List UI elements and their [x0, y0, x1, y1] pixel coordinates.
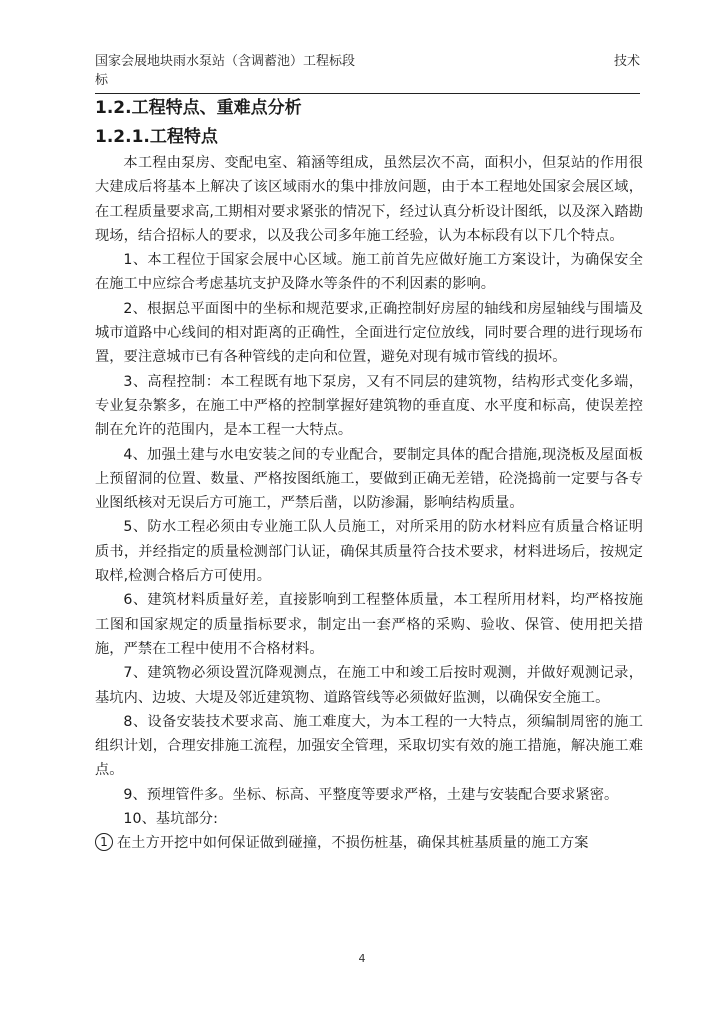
- sub-list-item-text: 在土方开挖中如何保证做到碰撞，不损伤桩基，确保其桩基质量的施工方案: [117, 835, 589, 852]
- feature-item-9: 9、预埋管件多。坐标、标高、平整度等要求严格，土建与安装配合要求紧密。: [123, 786, 619, 803]
- feature-item-7: 7、建筑物必须设置沉降观测点，在施工中和竣工后按时观测，并做好观测记录，基坑内、边坡、大堤及邻近建筑物、道路管线等必须做好监测，以确保安全施工。: [95, 665, 643, 706]
- section-heading: 1.2.工程特点、重难点分析: [95, 98, 302, 118]
- subsection-heading: 1.2.1.工程特点: [95, 127, 218, 147]
- header-doc-type: 技术: [613, 54, 640, 69]
- feature-item-10: 10、基坑部分:: [123, 811, 218, 828]
- feature-item-4: 4、加强土建与水电安装之间的专业配合，要制定具体的配合措施,现浇板及屋面板上预留洞的位置、数量、严格按图纸施工，要做到正确无差错，砼浇捣前一定要与各专业图纸核对无误后方可施工，严禁后凿，以防渗漏，影响结构质量。: [95, 446, 643, 512]
- page-number: 4: [358, 952, 366, 965]
- feature-item-8: 8、设备安装技术要求高、施工难度大，为本工程的一大特点，须编制周密的施工组织计划，合理安排施工流程，加强安全管理，采取切实有效的施工措施，解决施工难点。: [95, 713, 643, 779]
- header-title-line: [95, 52, 640, 71]
- feature-item-5: 5、防水工程必须由专业施工队人员施工，对所采用的防水材料应有质量合格证明质书，并经指定的质量检测部门认证，确保其质量符合技术要求，材料进场后，按规定取样,检测合格后方可使用。: [95, 519, 643, 585]
- page-header: [95, 52, 640, 90]
- feature-item-6: 6、建筑材料质量好差，直接影响到工程整体质量，本工程所用材料，均严格按施工图和国家规定的质量指标要求，制定出一套严格的采购、验收、保管、使用把关措施，严禁在工程中使用不合格材料。: [95, 592, 643, 657]
- circled-number-marker: 1: [95, 833, 113, 851]
- header-title: 国家会展地块雨水泵站（含调蓄池）工程标段: [95, 54, 356, 69]
- intro-paragraph: 本工程由泵房、变配电室、箱涵等组成，虽然层次不高，面积小，但泵站的作用很大建成后将基本上解决了该区域雨水的集中排放问题，由于本工程地处国家会展区域，在工程质量要求高,工期相对要求紧张的情况下，经过认真分析设计图纸，以及深入踏勘现场，结合招标人的要求，以及我公司多年施工经验，认为本标段有以下几个特点。: [95, 155, 643, 244]
- header-divider: [95, 93, 640, 94]
- document-body: [95, 151, 643, 856]
- feature-item-3: 3、高程控制：本工程既有地下泵房，又有不同层的建筑物，结构形式变化多端，专业复杂繁多，在施工中严格的控制掌握好建筑物的垂直度、水平度和标高，使误差控制在允许的范围内，是本工程一大特点。: [95, 373, 643, 439]
- feature-item-2: 2、根据总平面图中的坐标和规范要求,正确控制好房屋的轴线和房屋轴线与围墙及城市道路中心线间的相对距离的正确性，全面进行定位放线，同时要合理的进行现场布置，要注意城市已有各种管线的走向和位置，避免对现有城市管线的损坏。: [95, 300, 643, 366]
- header-title-continued: 标: [95, 73, 109, 88]
- feature-item-1: 1、本工程位于国家会展中心区域。施工前首先应做好施工方案设计，为确保安全在施工中应综合考虑基坑支护及降水等条件的不利因素的影响。: [95, 252, 643, 293]
- sub-list-item: [95, 831, 643, 855]
